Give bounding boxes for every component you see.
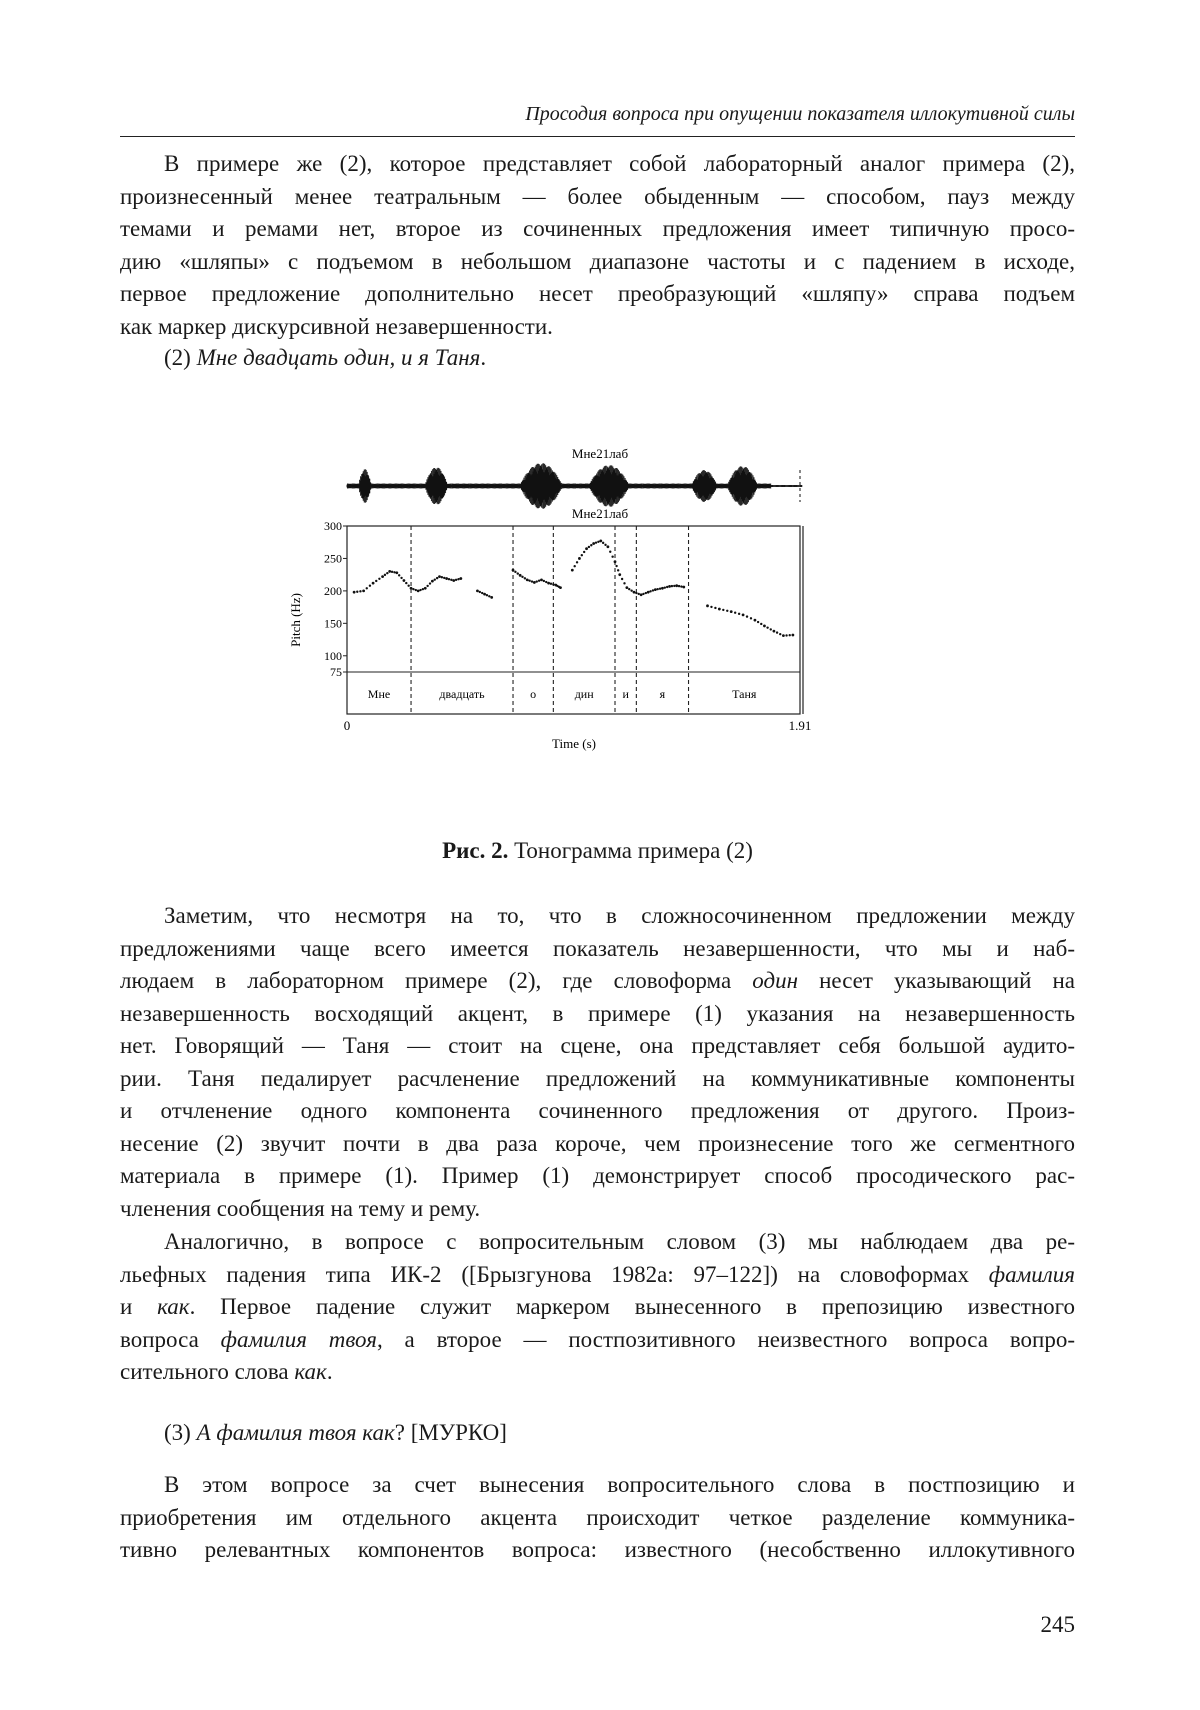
x-end-label: 1.91 bbox=[788, 718, 812, 733]
pitch-point bbox=[403, 579, 406, 582]
pitch-point bbox=[457, 578, 459, 580]
paragraph-4 bbox=[120, 1469, 1075, 1567]
pitch-point bbox=[441, 576, 443, 578]
line: вопроса фамилия твоя, а второе — постпозитивного неизвестного вопроса вопро- bbox=[120, 1326, 1076, 1352]
example-number: (3) bbox=[164, 1420, 197, 1445]
caption-label: Рис. 2. bbox=[442, 838, 509, 863]
pitch-point bbox=[726, 610, 728, 612]
line: В этом вопросе за счет вынесения вопросительного слова в постпозицию и bbox=[164, 1472, 1075, 1497]
pitch-point bbox=[635, 592, 637, 594]
y-axis-label: Pitch (Hz) bbox=[288, 593, 303, 647]
figure-caption bbox=[120, 838, 1075, 864]
line: как маркер дискурсивной незавершенности. bbox=[120, 313, 553, 339]
pitch-point bbox=[661, 587, 664, 590]
paragraph-3 bbox=[120, 1226, 1075, 1389]
pitch-point bbox=[671, 585, 673, 587]
caption-text: Тонограмма примера (2) bbox=[508, 838, 753, 863]
line: рии. Таня педалирует расчленение предложений на коммуникативные компоненты bbox=[120, 1065, 1075, 1091]
pitch-point bbox=[547, 582, 550, 585]
pitch-plot bbox=[324, 519, 803, 714]
segment-label: дин bbox=[574, 687, 594, 701]
pitch-point bbox=[618, 573, 621, 576]
pitch-point bbox=[659, 588, 661, 590]
pitch-point bbox=[609, 551, 611, 553]
pitch-point bbox=[540, 578, 543, 581]
y-tick-label: 100 bbox=[324, 648, 342, 663]
line: материала в примере (1). Пример (1) демонстрирует способ просодического рас- bbox=[120, 1163, 1075, 1188]
pitch-point bbox=[766, 626, 768, 628]
line: и отчленение одного компонента сочиненного предложения от другого. Произ- bbox=[120, 1098, 1075, 1123]
pitch-point bbox=[789, 634, 791, 636]
paragraph-1 bbox=[120, 148, 1075, 343]
plot-frame bbox=[347, 526, 800, 714]
pitch-point bbox=[438, 575, 441, 578]
y-tick-label: 75 bbox=[330, 665, 342, 679]
pitch-point bbox=[706, 604, 709, 607]
line: несение (2) звучит почти в два раза короче, чем произнесение того же сегментного bbox=[120, 1130, 1075, 1156]
pitch-point bbox=[664, 586, 666, 588]
segment-label: и bbox=[622, 687, 629, 701]
pitch-point bbox=[356, 591, 358, 593]
paragraph-2 bbox=[120, 900, 1075, 1225]
line: дию «шляпы» с подъемом в небольшом диапазоне частоты и с падением в исходе, bbox=[120, 248, 1075, 274]
pitch-point bbox=[576, 561, 578, 563]
line: тивно релевантных компонентов вопроса: известного (несобственно иллокутивного bbox=[120, 1537, 1075, 1562]
example-text: Мне двадцать один, и я Таня bbox=[196, 345, 481, 370]
pitch-point bbox=[362, 589, 365, 592]
pitch-point bbox=[426, 585, 428, 587]
pitch-point bbox=[623, 582, 625, 584]
pitch-point bbox=[386, 572, 388, 574]
pitch-point bbox=[750, 617, 752, 619]
pitch-point bbox=[773, 630, 776, 633]
pitch-point bbox=[571, 569, 574, 572]
pitch-point bbox=[417, 589, 420, 592]
pitch-point bbox=[581, 554, 583, 556]
pitch-point bbox=[536, 580, 538, 582]
pitch-point bbox=[429, 582, 431, 584]
pitch-point bbox=[443, 577, 445, 579]
figure-tonogram bbox=[288, 436, 910, 816]
segment-label: Мне bbox=[367, 687, 391, 701]
y-tick-label: 150 bbox=[324, 616, 342, 631]
pitch-point bbox=[606, 545, 609, 548]
running-head: Просодия вопроса при опущении показателя иллокутивной силы bbox=[525, 103, 1075, 125]
example-3 bbox=[164, 1417, 507, 1449]
pitch-point bbox=[519, 574, 522, 577]
pitch-point bbox=[384, 574, 386, 576]
x-axis-label: Time (s) bbox=[552, 736, 596, 751]
pitch-point bbox=[645, 592, 647, 594]
pitch-point bbox=[590, 544, 592, 546]
pitch-point bbox=[585, 547, 588, 550]
pitch-point bbox=[419, 589, 421, 591]
pitch-point bbox=[776, 631, 778, 633]
example-text: А фамилия твоя как bbox=[196, 1420, 395, 1445]
pitch-point bbox=[738, 613, 740, 615]
pitch-point bbox=[757, 621, 759, 623]
pitch-point bbox=[621, 578, 623, 580]
pitch-point bbox=[604, 544, 606, 546]
pitch-point bbox=[514, 571, 516, 573]
pitch-point bbox=[531, 580, 533, 582]
pitch-point bbox=[375, 580, 377, 582]
pitch-point bbox=[486, 594, 488, 596]
pitch-point bbox=[754, 619, 757, 622]
header-rule bbox=[120, 136, 1075, 137]
segment-label: Таня bbox=[732, 687, 757, 701]
line: первое предложение дополнительно несет преобразующий «шляпу» справа подъем bbox=[120, 281, 1075, 306]
pitch-point bbox=[450, 579, 452, 581]
pitch-point bbox=[381, 575, 384, 578]
pitch-point bbox=[640, 593, 643, 596]
pitch-point bbox=[678, 585, 680, 587]
pitch-point bbox=[734, 612, 736, 614]
pitch-point bbox=[372, 582, 375, 585]
pitch-point bbox=[718, 608, 721, 611]
example-end: ? [МУРКО] bbox=[394, 1420, 507, 1445]
pitch-point bbox=[400, 577, 402, 579]
example-2 bbox=[164, 342, 486, 374]
example-number: (2) bbox=[164, 345, 197, 370]
pitch-point bbox=[628, 588, 630, 590]
pitch-point bbox=[366, 587, 368, 589]
segment-label: я bbox=[659, 687, 666, 701]
pitch-point bbox=[550, 583, 552, 585]
waveform-title: Мне21лаб bbox=[571, 446, 629, 461]
pitch-point bbox=[602, 542, 604, 544]
pitch-point bbox=[573, 565, 575, 567]
pitch-point bbox=[359, 590, 361, 592]
pitch-point bbox=[436, 577, 438, 579]
pitch-point bbox=[445, 577, 448, 580]
pitch-point bbox=[543, 580, 545, 582]
pitch-point bbox=[760, 623, 762, 625]
segment-label: двадцать bbox=[439, 687, 485, 701]
pitch-point bbox=[476, 589, 479, 592]
pitch-point bbox=[583, 551, 585, 553]
pitch-point bbox=[552, 583, 554, 585]
pitch-point bbox=[369, 584, 371, 586]
pitch-point bbox=[680, 585, 682, 587]
line: незавершенность восходящий акцент, в примере (1) указания на незавершенность bbox=[120, 1000, 1075, 1026]
pitch-point bbox=[479, 591, 481, 593]
pitch-point bbox=[630, 589, 632, 591]
pitch-point bbox=[668, 585, 671, 588]
pitch-point bbox=[490, 596, 493, 599]
tonogram-svg bbox=[288, 436, 910, 816]
pitch-point bbox=[378, 578, 380, 580]
line: членения сообщения на тему и рему. bbox=[120, 1195, 481, 1221]
segment-label: о bbox=[530, 687, 537, 701]
pitch-point bbox=[528, 580, 530, 582]
pitch-point bbox=[448, 578, 450, 580]
line: произнесенный менее театральным — более обыденным — способом, пауз между bbox=[120, 183, 1075, 209]
pitch-point bbox=[714, 607, 716, 609]
pitch-point bbox=[410, 587, 413, 590]
pitch-point bbox=[597, 541, 599, 543]
pitch-point bbox=[353, 591, 356, 594]
pitch-point bbox=[434, 578, 436, 580]
y-tick-label: 200 bbox=[324, 583, 342, 598]
y-tick-label: 250 bbox=[324, 551, 342, 566]
pitch-point bbox=[615, 565, 617, 567]
pitch-point bbox=[483, 593, 486, 596]
example-end: . bbox=[480, 345, 487, 370]
pitch-point bbox=[611, 556, 613, 558]
line: В примере же (2), которое представляет собой лабораторный аналог примера (2), bbox=[164, 151, 1075, 176]
pitch-point bbox=[666, 586, 668, 588]
pitch-point bbox=[625, 586, 628, 589]
pitch-point bbox=[512, 569, 515, 572]
line: людаем в лабораторном примере (2), где словоформа один несет указывающий на bbox=[120, 968, 1075, 993]
pitch-point bbox=[656, 588, 658, 590]
pitch-point bbox=[642, 593, 644, 595]
line: льефных падения типа ИК-2 ([Брызгунова 1982а: 97–122]) на словоформах фамилия bbox=[120, 1261, 1075, 1287]
pitch-point bbox=[398, 574, 400, 576]
pitch-point bbox=[782, 634, 785, 637]
pitch-point bbox=[455, 579, 457, 581]
waveform bbox=[347, 463, 802, 508]
line: предложениями чаще всего имеется показатель незавершенности, что мы и наб- bbox=[120, 935, 1075, 961]
pitch-point bbox=[710, 606, 712, 608]
pitch-point bbox=[595, 541, 597, 543]
pitch-point bbox=[649, 590, 651, 592]
pitch-point bbox=[415, 589, 417, 591]
line: и как. Первое падение служит маркером вынесенного в препозицию известного bbox=[120, 1294, 1076, 1319]
pitch-point bbox=[393, 571, 395, 573]
line: нет. Говорящий — Таня — стоит на сцене, она представляет себя большой аудито- bbox=[120, 1033, 1075, 1058]
pitch-point bbox=[545, 581, 547, 583]
pitch-point bbox=[407, 584, 409, 586]
pitch-point bbox=[459, 577, 462, 580]
line: сительного слова как. bbox=[120, 1359, 333, 1384]
pitch-point bbox=[654, 588, 657, 591]
pitch-point bbox=[422, 588, 424, 590]
line: темами и ремами нет, второе из сочиненных предложения имеет типичную просо- bbox=[120, 216, 1075, 241]
pitch-point bbox=[533, 581, 536, 584]
pitch-point bbox=[673, 585, 675, 587]
pitch-point bbox=[785, 634, 787, 636]
pitch-point bbox=[682, 586, 685, 589]
pitch-point bbox=[452, 579, 455, 582]
pitch-point bbox=[388, 570, 391, 573]
pitch-point bbox=[779, 633, 781, 635]
pitch-point bbox=[722, 609, 724, 611]
pitch-point bbox=[730, 610, 733, 613]
pitch-point bbox=[424, 587, 427, 590]
pitch-point bbox=[412, 588, 414, 590]
pitch-point bbox=[588, 546, 590, 548]
pitch-point bbox=[578, 557, 581, 560]
pitch-point bbox=[742, 613, 745, 616]
pitch-point bbox=[652, 589, 654, 591]
pitch-point bbox=[395, 571, 398, 574]
pitch-point bbox=[481, 592, 483, 594]
pitch-point bbox=[633, 591, 636, 594]
line: приобретения им отдельного акцента происходит четкое разделение коммуника- bbox=[120, 1504, 1075, 1530]
y-tick-label: 300 bbox=[324, 519, 342, 533]
pitch-point bbox=[763, 625, 766, 628]
pitch-point bbox=[431, 580, 434, 583]
pitch-point bbox=[521, 576, 523, 578]
pitch-point bbox=[488, 595, 490, 597]
pitch-point bbox=[638, 593, 640, 595]
pitch-point bbox=[599, 540, 602, 543]
pitch-point bbox=[538, 580, 540, 582]
pitch-point bbox=[791, 634, 794, 637]
pitch-title: Мне21лаб bbox=[571, 506, 629, 521]
pitch-point bbox=[559, 586, 562, 589]
pitch-point bbox=[391, 571, 393, 573]
line: Аналогично, в вопросе с вопросительным словом (3) мы наблюдаем два ре- bbox=[164, 1229, 1075, 1254]
pitch-point bbox=[526, 578, 529, 581]
pitch-point bbox=[746, 615, 748, 617]
pitch-point bbox=[517, 572, 519, 574]
pitch-point bbox=[647, 591, 650, 594]
x-start-label: 0 bbox=[343, 718, 351, 733]
line: Заметим, что несмотря на то, что в сложносочиненном предложении между bbox=[164, 903, 1075, 928]
pitch-point bbox=[524, 577, 526, 579]
page-number: 245 bbox=[1040, 1612, 1075, 1637]
pitch-point bbox=[592, 542, 595, 545]
pitch-point bbox=[614, 560, 617, 563]
pitch-point bbox=[405, 582, 407, 584]
pitch-point bbox=[770, 628, 772, 630]
pitch-point bbox=[617, 569, 619, 571]
pitch-point bbox=[675, 584, 678, 587]
